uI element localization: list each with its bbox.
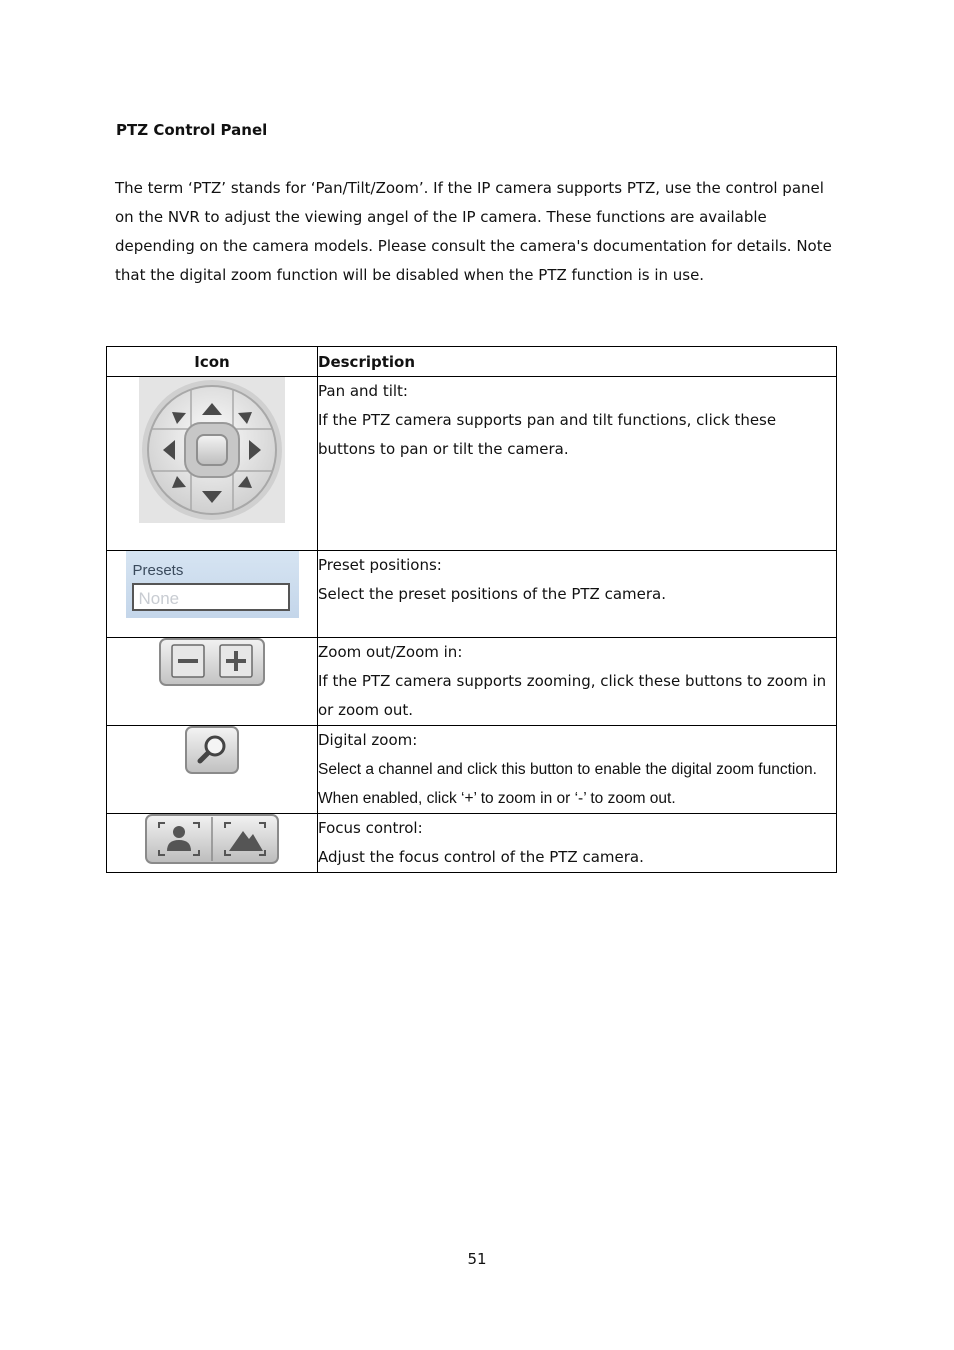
description-body: If the PTZ camera supports pan and tilt functions, click these buttons to pan or tilt the camera. [318,411,777,458]
description-body: Select the preset positions of the PTZ camera. [318,585,666,603]
description-cell [318,551,837,638]
presets-label: Presets [132,562,184,579]
description-title: Pan and tilt: [318,382,408,400]
description-title: Digital zoom: [318,731,418,749]
presets-value: None [138,589,180,608]
header-description: Description [318,347,837,377]
description-cell [318,377,837,551]
description-title: Focus control: [318,819,423,837]
page-number: 51 [467,1250,487,1268]
table-row [107,726,837,814]
description-cell [318,814,837,873]
table-header-row [107,347,837,377]
icon-cell [107,377,318,551]
description-body: If the PTZ camera supports zooming, click these buttons to zoom in or zoom out. [318,672,827,719]
icon-cell [107,726,318,814]
pan-tilt-control-icon [139,377,285,523]
table-row [107,814,837,873]
magnifier-icon [185,726,239,774]
presets-dropdown [126,551,299,618]
description-cell [318,726,837,814]
description-body: Select a channel and click this button to enable the digital zoom function. When enabled, click ‘+’ to zoom in or ‘-’ to zoom out. [318,761,817,807]
zoom-out-in-icon [159,638,265,686]
table-row [107,551,837,638]
focus-control-icon [145,814,279,864]
description-title: Preset positions: [318,556,442,574]
icon-cell [107,551,318,638]
ptz-controls-table [106,346,837,873]
header-icon: Icon [107,347,318,377]
icon-cell [107,638,318,726]
section-heading: PTZ Control Panel [116,121,268,139]
table-row [107,638,837,726]
icon-cell [107,814,318,873]
presets-select [132,583,290,611]
table-row [107,377,837,551]
intro-paragraph: The term ‘PTZ’ stands for ‘Pan/Tilt/Zoom’. If the IP camera supports PTZ, use the control panel on the NVR to adjust the viewing angel of the IP camera. These functions are available depending on the camera models. Please consult the camera's documentation for details. Note that the digital zoom function will be disabled when the PTZ function is in use. [115,179,832,284]
description-body: Adjust the focus control of the PTZ camera. [318,848,644,866]
description-cell [318,638,837,726]
description-title: Zoom out/Zoom in: [318,643,463,661]
